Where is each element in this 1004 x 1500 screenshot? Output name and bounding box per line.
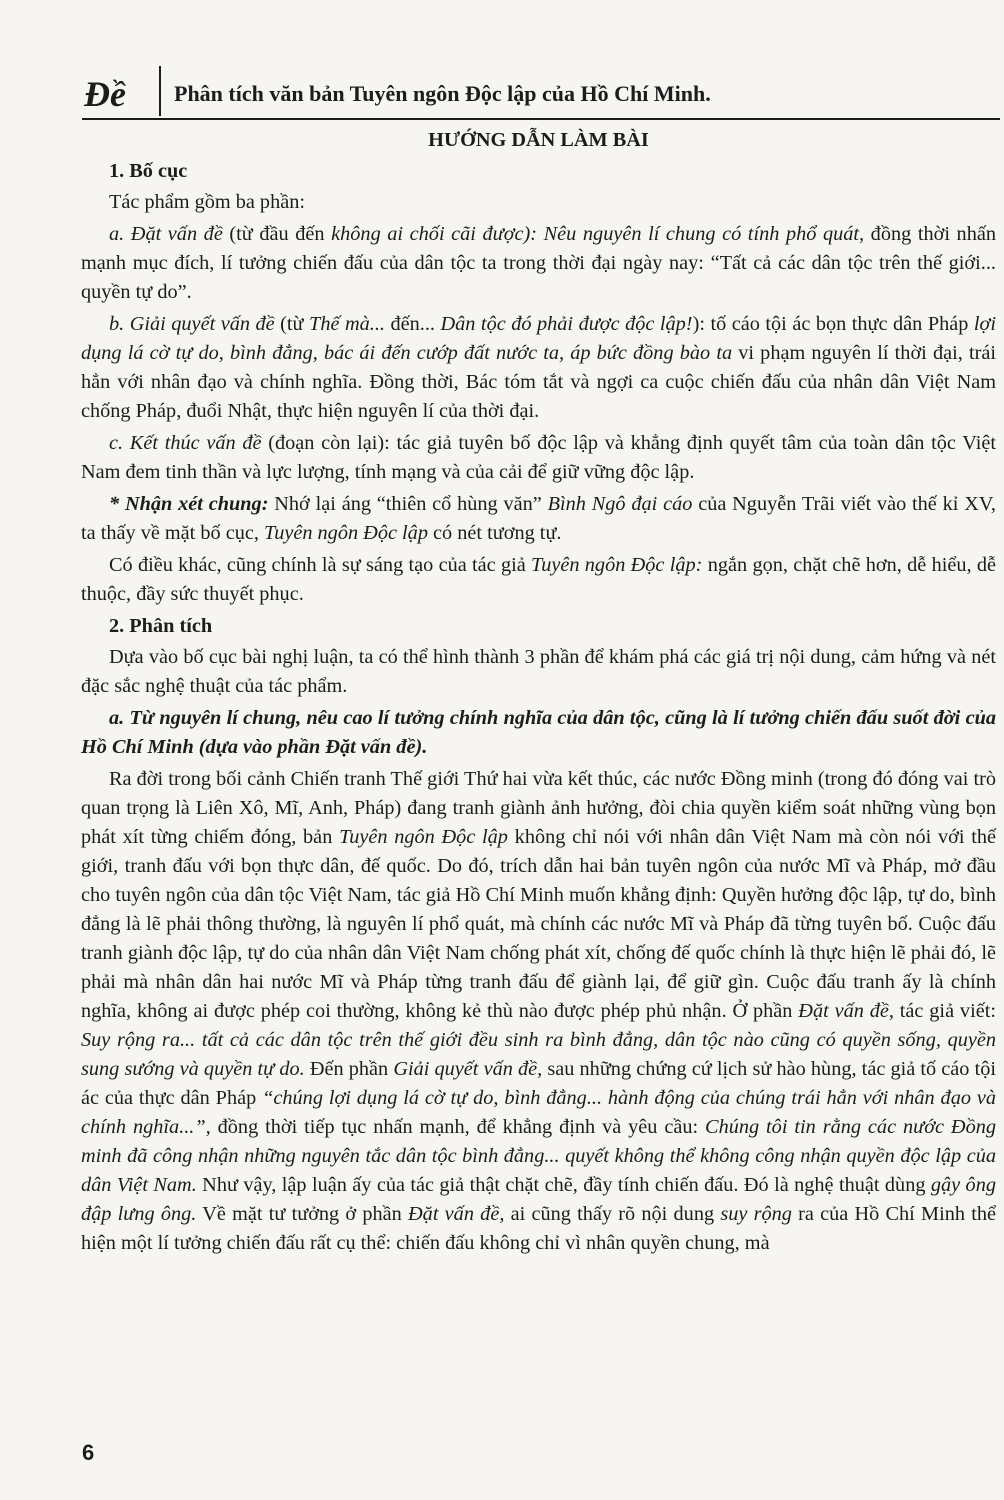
part1-c-label: c. Kết thúc vấn đề	[109, 432, 262, 454]
remark-label: * Nhận xét chung:	[109, 493, 269, 515]
page-body	[81, 126, 996, 1261]
de-logo: Đề	[84, 74, 126, 114]
part2-intro: Dựa vào bố cục bài nghị luận, ta có thể hình thành 3 phần để khám phá các giá trị nội dung, cảm hứng và nét đặc sắc nghệ thuật của tác phẩm.	[81, 646, 996, 697]
part2-sub-a-heading: a. Từ nguyên lí chung, nêu cao lí tưởng chính nghĩa của dân tộc, cũng là lí tưởng chiến đấu suốt đời của Hồ Chí Minh (dựa vào phần Đặt vấn đề).	[81, 707, 996, 758]
part1-diff: Có điều khác, cũng chính là sự sáng tạo của tác giả Tuyên ngôn Độc lập: ngắn gọn, chặt chẽ hơn, dễ hiểu, dễ thuộc, đầy sức thuyết phục.	[81, 554, 996, 605]
page-number: 6	[82, 1440, 95, 1465]
header-rule	[82, 118, 1000, 120]
part1-heading: 1. Bố cục	[109, 160, 188, 182]
header-divider	[159, 66, 161, 116]
part2-body: Ra đời trong bối cảnh Chiến tranh Thế giới Thứ hai vừa kết thúc, các nước Đồng minh (trong đó đóng vai trò quan trọng là Liên Xô, Mĩ, Anh, Pháp) đang tranh giành ảnh hưởng, đòi chia quyền kiểm soát những vùng bọn phát xít từng chiếm đóng, bản Tuyên ngôn Độc lập không chỉ nói với nhân dân Việt Nam mà còn nói với thế giới, tranh đấu với bọn thực dân, đế quốc. Do đó, trích dẫn hai bản tuyên ngôn của nước Mĩ và Pháp, mở đầu cho tuyên ngôn của dân tộc Việt Nam, tác giả Hồ Chí Minh muốn khẳng định: Quyền hưởng độc lập, tự do, bình đẳng là lẽ phải thông thường, là nguyên lí phổ quát, mà chính các nước Mĩ và Pháp đã từng tuyên bố. Cuộc đấu tranh giành độc lập, tự do của nhân dân Việt Nam chống phát xít, chống đế quốc chính là thực hiện lẽ phải đó, lẽ phải mà nhân dân hai nước Mĩ và Pháp từng tranh đấu để giành lại, để giữ gìn. Cuộc đấu tranh ấy là chính nghĩa, không ai được phép coi thường, không kẻ thù nào được phép phủ nhận. Ở phần Đặt vấn đề, tác giả viết: Suy rộng ra... tất cả các dân tộc trên thế giới đều sinh ra bình đẳng, dân tộc nào cũng có quyền sống, quyền sung sướng và quyền tự do. Đến phần Giải quyết vấn đề, sau những chứng cứ lịch sử hào hùng, tác giả tố cáo tội ác của thực dân Pháp “chúng lợi dụng lá cờ tự do, bình đẳng... hành động của chúng trái hẳn với nhân đạo và chính nghĩa...”, đồng thời tiếp tục nhấn mạnh, để khẳng định và yêu cầu: Chúng tôi tin rằng các nước Đồng minh đã công nhận những nguyên tắc dân tộc bình đẳng... quyết không thể không công nhận quyền độc lập của dân Việt Nam. Như vậy, lập luận ấy của tác giả thật chặt chẽ, đầy tính chiến đấu. Đó là nghệ thuật dùng gậy ông đập lưng ông. Về mặt tư tưởng ở phần Đặt vấn đề, ai cũng thấy rõ nội dung suy rộng ra của Hồ Chí Minh thể hiện một lí tưởng chiến đấu rất cụ thể: chiến đấu không chỉ vì nhân quyền chung, mà	[81, 768, 997, 1254]
part2-heading: 2. Phân tích	[109, 615, 213, 637]
part1-remark: * Nhận xét chung: Nhớ lại áng “thiên cổ hùng văn” Bình Ngô đại cáo của Nguyễn Trãi viết vào thế kỉ XV, ta thấy về mặt bố cục, Tuyên ngôn Độc lập có nét tương tự.	[81, 493, 996, 544]
page-header	[82, 62, 1002, 120]
part1-b: b. Giải quyết vấn đề (từ Thế mà... đến... Dân tộc đó phải được độc lập!): tố cáo tội ác bọn thực dân Pháp lợi dụng lá cờ tự do, bình đẳng, bác ái đến cướp đất nước ta, áp bức đồng bào ta vi phạm nguyên lí thời đại, trái hẳn với nhân đạo và chính nghĩa. Đồng thời, Bác tóm tắt và ngợi ca cuộc chiến đấu của nhân dân Việt Nam chống Pháp, đuổi Nhật, thực hiện nguyên lí của thời đại.	[81, 313, 996, 422]
part1-intro: Tác phẩm gồm ba phần:	[109, 191, 305, 213]
section-title: HƯỚNG DẪN LÀM BÀI	[428, 129, 649, 151]
part1-a-label: a. Đặt vấn đề	[109, 223, 223, 245]
header-title: Phân tích văn bản Tuyên ngôn Độc lập của Hồ Chí Minh.	[174, 81, 711, 106]
part1-a: a. Đặt vấn đề (từ đầu đến không ai chối cãi được): Nêu nguyên lí chung có tính phổ quát, đồng thời nhấn mạnh mục đích, lí tưởng chiến đấu của dân tộc ta trong thời đại ngày nay: “Tất cả các dân tộc trên thế giới... quyền tự do”.	[81, 223, 996, 303]
part1-b-label: b. Giải quyết vấn đề	[109, 313, 275, 335]
part1-c: c. Kết thúc vấn đề (đoạn còn lại): tác giả tuyên bố độc lập và khẳng định quyết tâm của toàn dân tộc Việt Nam đem tinh thần và lực lượng, tính mạng và của cải để giữ vững độc lập.	[81, 432, 996, 483]
